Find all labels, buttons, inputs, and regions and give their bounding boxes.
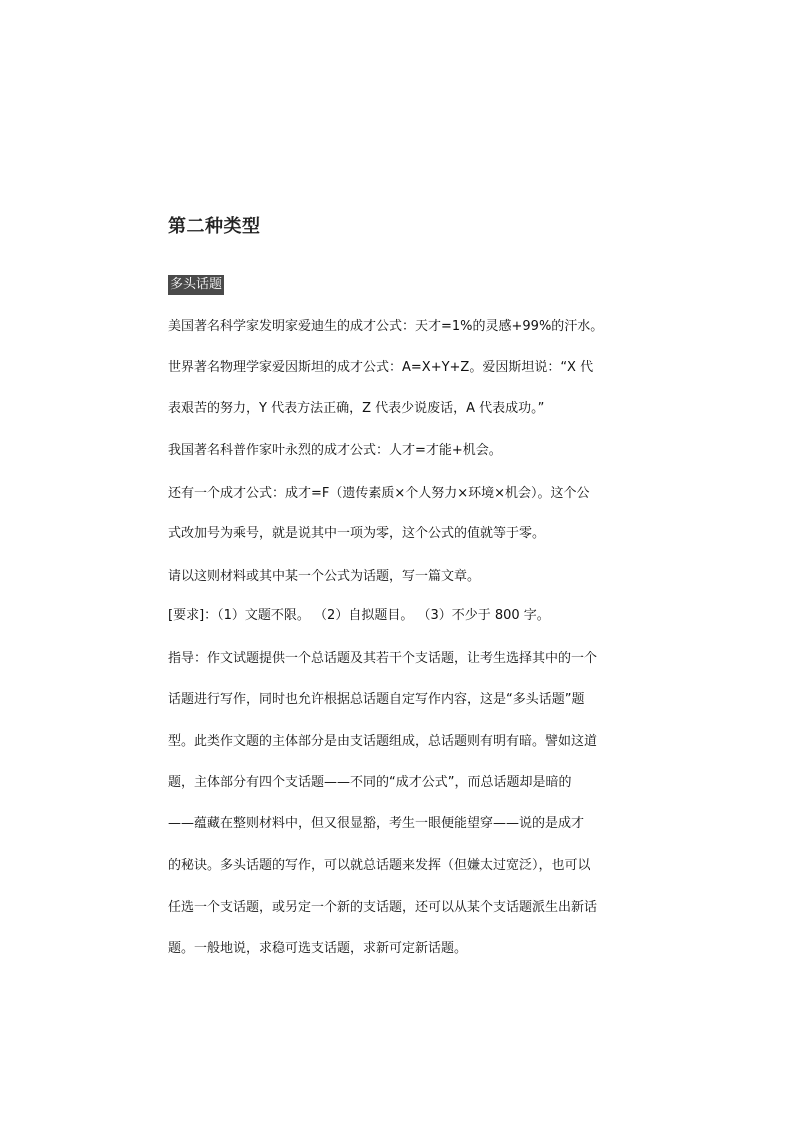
paragraph-line: 我国著名科普作家叶永烈的成才公式：人才=才能+机会。 xyxy=(168,443,502,458)
paragraph-line: 指导：作文试题提供一个总话题及其若干个支话题，让考生选择其中的一个 xyxy=(168,651,598,666)
requirements-line: [要求]：（1）文题不限。 （2）自拟题目。 （3）不少于 800 字。 xyxy=(168,608,550,623)
paragraph-line: 题。一般地说，求稳可选支话题，求新可定新话题。 xyxy=(168,941,468,956)
paragraph-line: 请以这则材料或其中某一个公式为话题，写一篇文章。 xyxy=(168,569,481,584)
paragraph-line: 还有一个成才公式：成才=F（遗传素质×个人努力×环境×机会）。这个公 xyxy=(168,486,590,501)
paragraph-line: 表艰苦的努力，Y 代表方法正确，Z 代表少说废话，A 代表成功。” xyxy=(168,401,545,416)
paragraph-line: 题，主体部分有四个支话题——不同的“成才公式”，而总话题却是暗的 xyxy=(168,775,572,790)
topic-type-tag: 多头话题 xyxy=(168,275,224,295)
paragraph-line: 式改加号为乘号，就是说其中一项为零，这个公式的值就等于零。 xyxy=(168,526,546,541)
paragraph-line: 美国著名科学家发明家爱迪生的成才公式：天才=1%的灵感+99%的汗水。 xyxy=(168,319,604,334)
paragraph-line: 的秘诀。多头话题的写作，可以就总话题来发挥（但嫌太过宽泛），也可以 xyxy=(168,858,591,873)
section-title: 第二种类型 xyxy=(168,216,261,237)
paragraph-line: 话题进行写作，同时也允许根据总话题自定写作内容，这是“多头话题”题 xyxy=(168,692,585,707)
paragraph-line: 任选一个支话题，或另定一个新的支话题，还可以从某个支话题派生出新话 xyxy=(168,900,598,915)
paragraph-line: ——蕴藏在整则材料中，但又很显豁，考生一眼便能望穿——说的是成才 xyxy=(168,816,585,831)
paragraph-line: 世界著名物理学家爱因斯坦的成才公式：A=X+Y+Z。爱因斯坦说：“X 代 xyxy=(168,360,594,375)
paragraph-line: 型。此类作文题的主体部分是由支话题组成，总话题则有明有暗。譬如这道 xyxy=(168,734,598,749)
